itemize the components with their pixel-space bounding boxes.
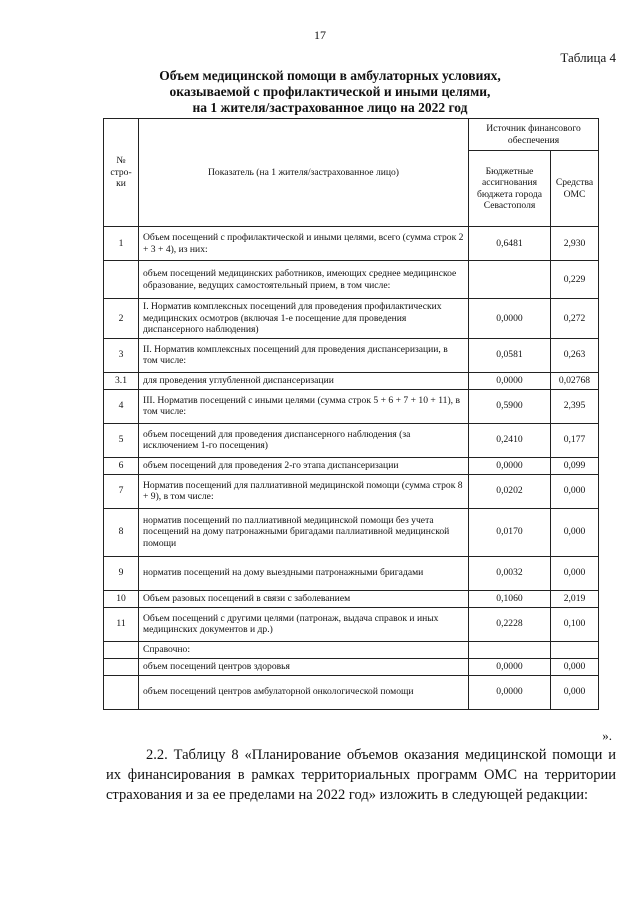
volume-table — [103, 118, 599, 710]
oms-value-cell: 0,272 — [551, 299, 599, 339]
table-title-line-3: на 1 жителя/застрахованное лицо на 2022 год — [192, 100, 468, 115]
indicator-cell: I. Норматив комплексных посещений для проведения профилактических медицинских осмотров (включая 1-е посещение для проведения диспансерного наблюдения) — [139, 299, 469, 339]
row-number-cell: 8 — [104, 508, 139, 556]
oms-value-cell: 2,930 — [551, 227, 599, 261]
row-number-cell: 5 — [104, 423, 139, 457]
oms-value-cell: 0,000 — [551, 508, 599, 556]
budget-value-cell: 0,0032 — [469, 556, 551, 590]
table-row — [104, 423, 599, 457]
table-title-line-1: Объем медицинской помощи в амбулаторных условиях, — [159, 68, 501, 83]
table-row — [104, 474, 599, 508]
table-row — [104, 299, 599, 339]
oms-value-cell: 0,000 — [551, 675, 599, 709]
row-number-cell: 9 — [104, 556, 139, 590]
table-row — [104, 372, 599, 389]
budget-value-cell — [469, 641, 551, 658]
row-number-cell: 10 — [104, 590, 139, 607]
indicator-cell: объем посещений медицинских работников, имеющих среднее медицинское образование, ведущих самостоятельный прием, в том числе: — [139, 261, 469, 299]
oms-value-cell: 0,000 — [551, 658, 599, 675]
table-title — [90, 68, 570, 116]
oms-value-cell — [551, 641, 599, 658]
row-number-cell: 6 — [104, 457, 139, 474]
page-number: 17 — [314, 28, 326, 42]
header-row-number: № стро-ки — [104, 119, 139, 227]
budget-value-cell: 0,2228 — [469, 607, 551, 641]
budget-value-cell: 0,0000 — [469, 299, 551, 339]
table-label: Таблица 4 — [560, 50, 616, 65]
row-number-cell: 1 — [104, 227, 139, 261]
closing-quote: ». — [602, 728, 612, 743]
table-row — [104, 261, 599, 299]
oms-value-cell: 0,02768 — [551, 372, 599, 389]
oms-value-cell: 2,019 — [551, 590, 599, 607]
budget-value-cell: 0,0000 — [469, 658, 551, 675]
budget-value-cell: 0,0170 — [469, 508, 551, 556]
indicator-cell: объем посещений для проведения диспансерного наблюдения (за исключением 1-го посещения) — [139, 423, 469, 457]
oms-value-cell: 0,000 — [551, 474, 599, 508]
indicator-cell: норматив посещений на дому выездными патронажными бригадами — [139, 556, 469, 590]
indicator-cell: Объем посещений с другими целями (патронаж, выдача справок и иных медицинских документов и др.) — [139, 607, 469, 641]
budget-value-cell: 0,0581 — [469, 338, 551, 372]
table-row — [104, 658, 599, 675]
table-row — [104, 556, 599, 590]
indicator-cell: Справочно: — [139, 641, 469, 658]
indicator-cell: норматив посещений по паллиативной медицинской помощи без учета посещений на дому патронажными бригадами паллиативной медицинской помощи — [139, 508, 469, 556]
oms-value-cell: 0,100 — [551, 607, 599, 641]
indicator-cell: II. Норматив комплексных посещений для проведения диспансеризации, в том числе: — [139, 338, 469, 372]
header-indicator: Показатель (на 1 жителя/застрахованное лицо) — [139, 119, 469, 227]
row-number-cell — [104, 658, 139, 675]
table-row — [104, 457, 599, 474]
table-row — [104, 227, 599, 261]
row-number-cell: 7 — [104, 474, 139, 508]
header-oms: Средства ОМС — [551, 151, 599, 227]
header-funding-source: Источник финансового обеспечения — [469, 119, 599, 151]
budget-value-cell: 0,0000 — [469, 372, 551, 389]
budget-value-cell: 0,1060 — [469, 590, 551, 607]
budget-value-cell: 0,0202 — [469, 474, 551, 508]
row-number-cell: 3.1 — [104, 372, 139, 389]
budget-value-cell: 0,6481 — [469, 227, 551, 261]
oms-value-cell: 0,099 — [551, 457, 599, 474]
table-row — [104, 508, 599, 556]
indicator-cell: Норматив посещений для паллиативной медицинской помощи (сумма строк 8 + 9), в том числе: — [139, 474, 469, 508]
row-number-cell — [104, 641, 139, 658]
amendment-paragraph — [106, 745, 616, 805]
oms-value-cell: 0,263 — [551, 338, 599, 372]
indicator-cell: III. Норматив посещений с иными целями (сумма строк 5 + 6 + 7 + 10 + 11), в том числе: — [139, 389, 469, 423]
budget-value-cell — [469, 261, 551, 299]
row-number-cell: 3 — [104, 338, 139, 372]
table-body — [104, 227, 599, 710]
table-row — [104, 607, 599, 641]
oms-value-cell: 0,000 — [551, 556, 599, 590]
oms-value-cell: 0,177 — [551, 423, 599, 457]
table-row — [104, 675, 599, 709]
oms-value-cell: 0,229 — [551, 261, 599, 299]
budget-value-cell: 0,2410 — [469, 423, 551, 457]
row-number-cell: 11 — [104, 607, 139, 641]
row-number-cell: 2 — [104, 299, 139, 339]
table-title-line-2: оказываемой с профилактической и иными целями, — [169, 84, 491, 99]
indicator-cell: объем посещений для проведения 2-го этапа диспансеризации — [139, 457, 469, 474]
row-number-cell — [104, 261, 139, 299]
table-row — [104, 389, 599, 423]
budget-value-cell: 0,0000 — [469, 675, 551, 709]
indicator-cell: объем посещений центров амбулаторной онкологической помощи — [139, 675, 469, 709]
table-row — [104, 338, 599, 372]
indicator-cell: Объем посещений с профилактической и иными целями, всего (сумма строк 2 + 3 + 4), из них: — [139, 227, 469, 261]
header-budget: Бюджетные ассигнования бюджета города Севастополя — [469, 151, 551, 227]
table-row — [104, 590, 599, 607]
budget-value-cell: 0,0000 — [469, 457, 551, 474]
indicator-cell: Объем разовых посещений в связи с заболеванием — [139, 590, 469, 607]
row-number-cell: 4 — [104, 389, 139, 423]
table-row — [104, 641, 599, 658]
budget-value-cell: 0,5900 — [469, 389, 551, 423]
indicator-cell: для проведения углубленной диспансеризации — [139, 372, 469, 389]
amendment-paragraph-text: 2.2. Таблицу 8 «Планирование объемов оказания медицинской помощи и их финансирования в рамках территориальных программ ОМС на территории страхования и за ее пределами на 2022 год» изложить в следующей редакции: — [106, 747, 616, 803]
indicator-cell: объем посещений центров здоровья — [139, 658, 469, 675]
row-number-cell — [104, 675, 139, 709]
oms-value-cell: 2,395 — [551, 389, 599, 423]
